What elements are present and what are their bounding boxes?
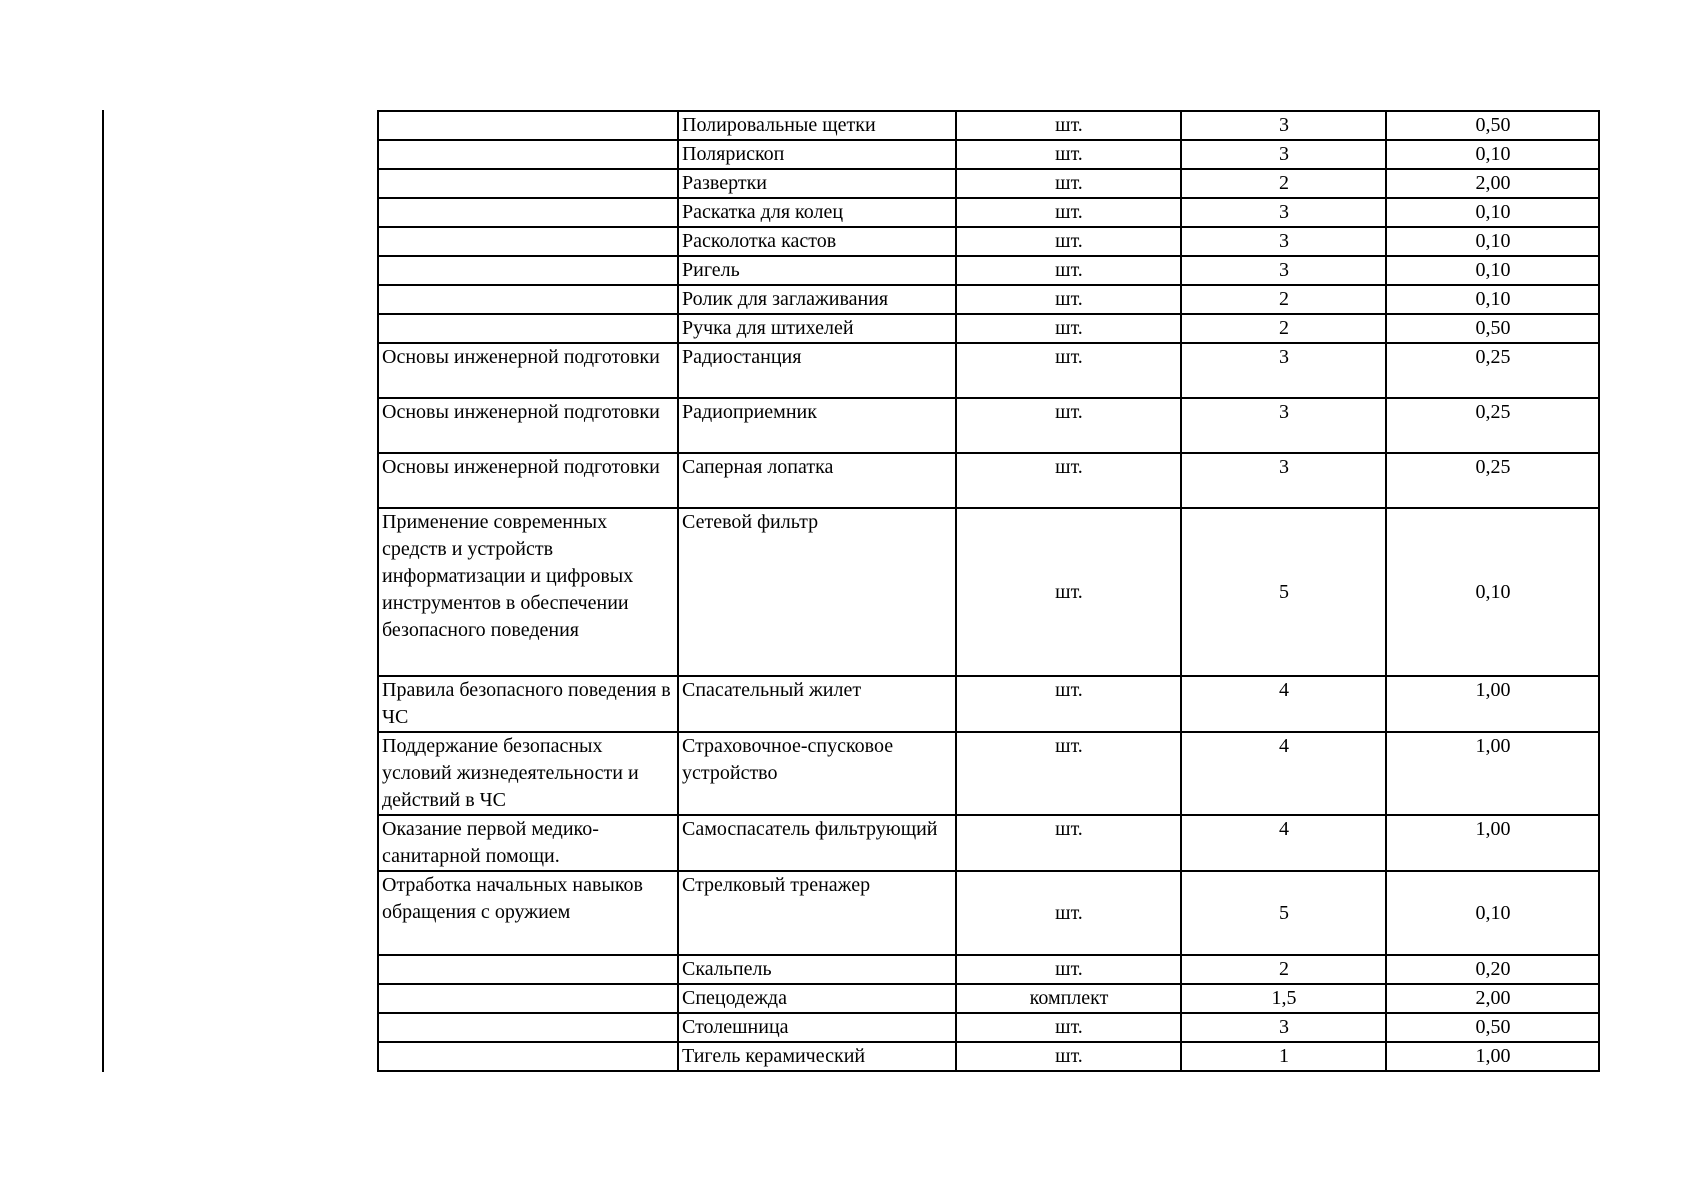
unit-cell: шт. xyxy=(956,1013,1181,1042)
norm-cell: 1,00 xyxy=(1386,676,1599,732)
norm-cell: 2,00 xyxy=(1386,984,1599,1013)
item-cell: Страховочное-спусковое устройство xyxy=(678,732,956,815)
quantity-cell: 5 xyxy=(1181,871,1386,955)
unit-cell: шт. xyxy=(956,140,1181,169)
norm-cell: 0,10 xyxy=(1386,508,1599,676)
item-cell: Радиоприемник xyxy=(678,398,956,453)
norm-cell: 0,25 xyxy=(1386,343,1599,398)
table-row xyxy=(378,955,1599,984)
item-cell: Расколотка кастов xyxy=(678,227,956,256)
norm-cell: 0,10 xyxy=(1386,140,1599,169)
norm-cell: 0,10 xyxy=(1386,256,1599,285)
subject-cell: Отработка начальных навыков обращения с оружием xyxy=(378,871,678,955)
quantity-cell: 5 xyxy=(1181,508,1386,676)
item-cell: Ручка для штихелей xyxy=(678,314,956,343)
item-cell: Ролик для заглаживания xyxy=(678,285,956,314)
unit-cell: шт. xyxy=(956,285,1181,314)
unit-cell: шт. xyxy=(956,815,1181,871)
table-row xyxy=(378,111,1599,140)
quantity-cell: 2 xyxy=(1181,285,1386,314)
unit-cell: шт. xyxy=(956,256,1181,285)
subject-cell xyxy=(378,198,678,227)
table-row xyxy=(378,984,1599,1013)
quantity-cell: 4 xyxy=(1181,732,1386,815)
unit-cell: шт. xyxy=(956,111,1181,140)
table-row xyxy=(378,285,1599,314)
item-cell: Радиостанция xyxy=(678,343,956,398)
table-row xyxy=(378,732,1599,815)
subject-cell xyxy=(378,256,678,285)
item-cell: Столешница xyxy=(678,1013,956,1042)
subject-cell xyxy=(378,984,678,1013)
unit-cell: шт. xyxy=(956,732,1181,815)
unit-cell: шт. xyxy=(956,871,1181,955)
norm-cell: 0,50 xyxy=(1386,1013,1599,1042)
unit-cell: шт. xyxy=(956,508,1181,676)
quantity-cell: 3 xyxy=(1181,343,1386,398)
subject-cell: Поддержание безопасных условий жизнедеятельности и действий в ЧС xyxy=(378,732,678,815)
subject-cell: Основы инженерной подготовки xyxy=(378,398,678,453)
subject-cell xyxy=(378,1013,678,1042)
item-cell: Полярископ xyxy=(678,140,956,169)
subject-cell: Правила безопасного поведения в ЧС xyxy=(378,676,678,732)
quantity-cell: 3 xyxy=(1181,398,1386,453)
subject-cell xyxy=(378,169,678,198)
item-cell: Тигель керамический xyxy=(678,1042,956,1071)
subject-cell xyxy=(378,140,678,169)
item-cell: Сетевой фильтр xyxy=(678,508,956,676)
table-row xyxy=(378,198,1599,227)
unit-cell: шт. xyxy=(956,398,1181,453)
unit-cell: шт. xyxy=(956,676,1181,732)
quantity-cell: 2 xyxy=(1181,314,1386,343)
norm-cell: 1,00 xyxy=(1386,1042,1599,1071)
subject-cell xyxy=(378,285,678,314)
quantity-cell: 3 xyxy=(1181,256,1386,285)
table-row xyxy=(378,314,1599,343)
norm-cell: 0,10 xyxy=(1386,227,1599,256)
quantity-cell: 3 xyxy=(1181,198,1386,227)
item-cell: Ригель xyxy=(678,256,956,285)
quantity-cell: 3 xyxy=(1181,227,1386,256)
subject-cell xyxy=(378,314,678,343)
quantity-cell: 4 xyxy=(1181,676,1386,732)
item-cell: Раскатка для колец xyxy=(678,198,956,227)
norm-cell: 2,00 xyxy=(1386,169,1599,198)
norm-cell: 1,00 xyxy=(1386,732,1599,815)
unit-cell: шт. xyxy=(956,343,1181,398)
equipment-table xyxy=(377,110,1600,1072)
subject-cell: Оказание первой медико-санитарной помощи. xyxy=(378,815,678,871)
unit-cell: комплект xyxy=(956,984,1181,1013)
quantity-cell: 4 xyxy=(1181,815,1386,871)
table-row xyxy=(378,1013,1599,1042)
norm-cell: 0,25 xyxy=(1386,398,1599,453)
subject-cell xyxy=(378,1042,678,1071)
quantity-cell: 3 xyxy=(1181,111,1386,140)
table-row xyxy=(378,1042,1599,1071)
item-cell: Развертки xyxy=(678,169,956,198)
table-row xyxy=(378,256,1599,285)
unit-cell: шт. xyxy=(956,169,1181,198)
item-cell: Стрелковый тренажер xyxy=(678,871,956,955)
table-row xyxy=(378,508,1599,676)
table-row xyxy=(378,140,1599,169)
norm-cell: 0,10 xyxy=(1386,285,1599,314)
table-row xyxy=(378,343,1599,398)
quantity-cell: 2 xyxy=(1181,955,1386,984)
norm-cell: 0,10 xyxy=(1386,198,1599,227)
quantity-cell: 3 xyxy=(1181,140,1386,169)
subject-cell: Основы инженерной подготовки xyxy=(378,343,678,398)
norm-cell: 0,10 xyxy=(1386,871,1599,955)
quantity-cell: 3 xyxy=(1181,1013,1386,1042)
norm-cell: 0,50 xyxy=(1386,111,1599,140)
table-row xyxy=(378,815,1599,871)
norm-cell: 0,50 xyxy=(1386,314,1599,343)
table-row xyxy=(378,871,1599,955)
item-cell: Полировальные щетки xyxy=(678,111,956,140)
item-cell: Спецодежда xyxy=(678,984,956,1013)
unit-cell: шт. xyxy=(956,955,1181,984)
item-cell: Спасательный жилет xyxy=(678,676,956,732)
norm-cell: 0,20 xyxy=(1386,955,1599,984)
table-row xyxy=(378,227,1599,256)
norm-cell: 1,00 xyxy=(1386,815,1599,871)
table-row xyxy=(378,676,1599,732)
unit-cell: шт. xyxy=(956,198,1181,227)
unit-cell: шт. xyxy=(956,453,1181,508)
item-cell: Скальпель xyxy=(678,955,956,984)
subject-cell xyxy=(378,111,678,140)
quantity-cell: 1 xyxy=(1181,1042,1386,1071)
norm-cell: 0,25 xyxy=(1386,453,1599,508)
subject-cell xyxy=(378,955,678,984)
quantity-cell: 3 xyxy=(1181,453,1386,508)
left-margin-line xyxy=(102,110,104,1072)
item-cell: Саперная лопатка xyxy=(678,453,956,508)
table-row xyxy=(378,398,1599,453)
subject-cell: Основы инженерной подготовки xyxy=(378,453,678,508)
table-row xyxy=(378,169,1599,198)
subject-cell: Применение современных средств и устройств информатизации и цифровых инструментов в обеспечении безопасного поведения xyxy=(378,508,678,676)
unit-cell: шт. xyxy=(956,1042,1181,1071)
unit-cell: шт. xyxy=(956,227,1181,256)
quantity-cell: 1,5 xyxy=(1181,984,1386,1013)
quantity-cell: 2 xyxy=(1181,169,1386,198)
table-row xyxy=(378,453,1599,508)
unit-cell: шт. xyxy=(956,314,1181,343)
item-cell: Самоспасатель фильтрующий xyxy=(678,815,956,871)
subject-cell xyxy=(378,227,678,256)
